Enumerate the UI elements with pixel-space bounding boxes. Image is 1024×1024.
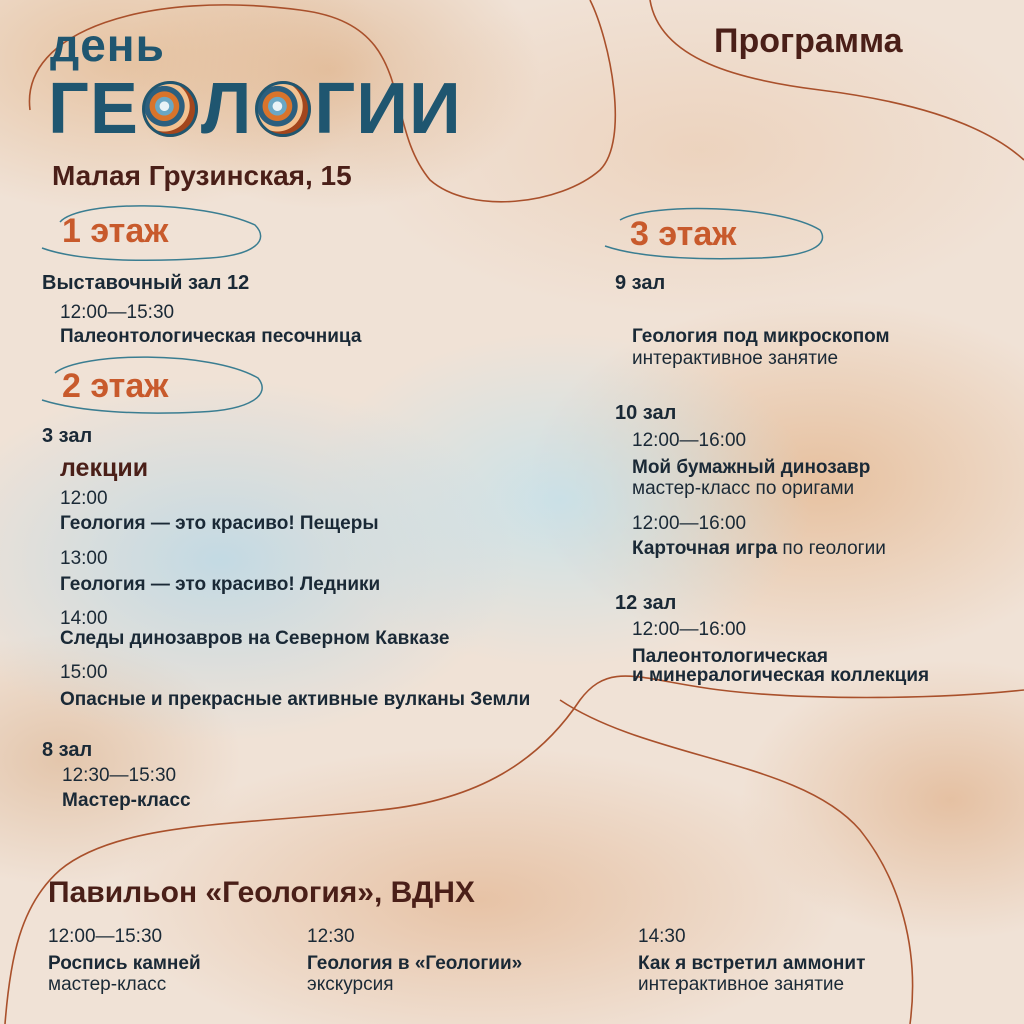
room-title: 3 зал: [42, 425, 93, 447]
vdnh-title: Павильон «Геология», ВДНХ: [48, 876, 475, 909]
lecture-title: Следы динозавров на Северном Кавказе: [60, 628, 450, 649]
lecture-title: Геология — это красиво! Ледники: [60, 574, 381, 595]
logo-part-3: ГИИ: [314, 69, 462, 149]
logo-word-geology: [48, 68, 462, 150]
event-title: Как я встретил аммонит: [638, 953, 866, 974]
floor-1-title: 1 этаж: [62, 212, 169, 250]
logo-part-2: Л: [200, 69, 253, 149]
venue-address: Малая Грузинская, 15: [52, 160, 352, 191]
event-subtitle: интерактивное занятие: [632, 348, 839, 369]
lecture-title: Опасные и прекрасные активные вулканы Земли: [60, 689, 531, 710]
room-title: 8 зал: [42, 739, 93, 761]
lecture-time: 12:00: [60, 488, 108, 509]
room-title: Выставочный зал 12: [42, 272, 250, 294]
event-time: 14:30: [638, 926, 686, 947]
floor-3-title: 3 этаж: [630, 215, 737, 253]
event-title: Мой бумажный динозавр: [632, 457, 871, 478]
room-title: 9 зал: [615, 272, 666, 294]
event-line: [632, 538, 886, 560]
lecture-time: 15:00: [60, 662, 108, 683]
event-title: Палеонтологическая: [632, 646, 828, 667]
event-time: 12:30: [307, 926, 355, 947]
event-time: 12:30—15:30: [62, 765, 177, 786]
room-title: 12 зал: [615, 592, 677, 614]
event-title: Карточная игра: [632, 538, 778, 559]
event-subtitle: мастер-класс: [48, 974, 167, 995]
event-title: и минералогическая коллекция: [632, 665, 930, 686]
event-time: 12:00—15:30: [60, 302, 175, 323]
event-time: 12:00—16:00: [632, 619, 747, 640]
event-title: Геология в «Геологии»: [307, 953, 523, 974]
lectures-heading: лекции: [60, 454, 149, 482]
event-title: Мастер-класс: [62, 790, 191, 811]
event-time: 12:00—16:00: [632, 513, 747, 534]
lecture-time: 14:00: [60, 608, 108, 629]
agate-o-icon: [255, 81, 311, 137]
program-title: Программа: [714, 22, 903, 60]
room-title: 10 зал: [615, 402, 677, 424]
logo-word-day: день: [50, 19, 165, 71]
event-title: Роспись камней: [48, 953, 201, 974]
floor-2-title: 2 этаж: [62, 367, 169, 405]
event-time: 12:00—16:00: [632, 430, 747, 451]
event-subtitle: мастер-класс по оригами: [632, 478, 855, 499]
event-subtitle: интерактивное занятие: [638, 974, 845, 995]
logo-part-1: ГЕ: [48, 69, 139, 149]
agate-o-icon: [142, 81, 198, 137]
lecture-time: 13:00: [60, 548, 108, 569]
event-subtitle: экскурсия: [307, 974, 394, 995]
event-title: Геология под микроскопом: [632, 326, 890, 347]
lecture-title: Геология — это красиво! Пещеры: [60, 513, 379, 534]
event-subtitle: по геологии: [777, 538, 886, 559]
event-title: Палеонтологическая песочница: [60, 326, 362, 347]
event-time: 12:00—15:30: [48, 926, 163, 947]
